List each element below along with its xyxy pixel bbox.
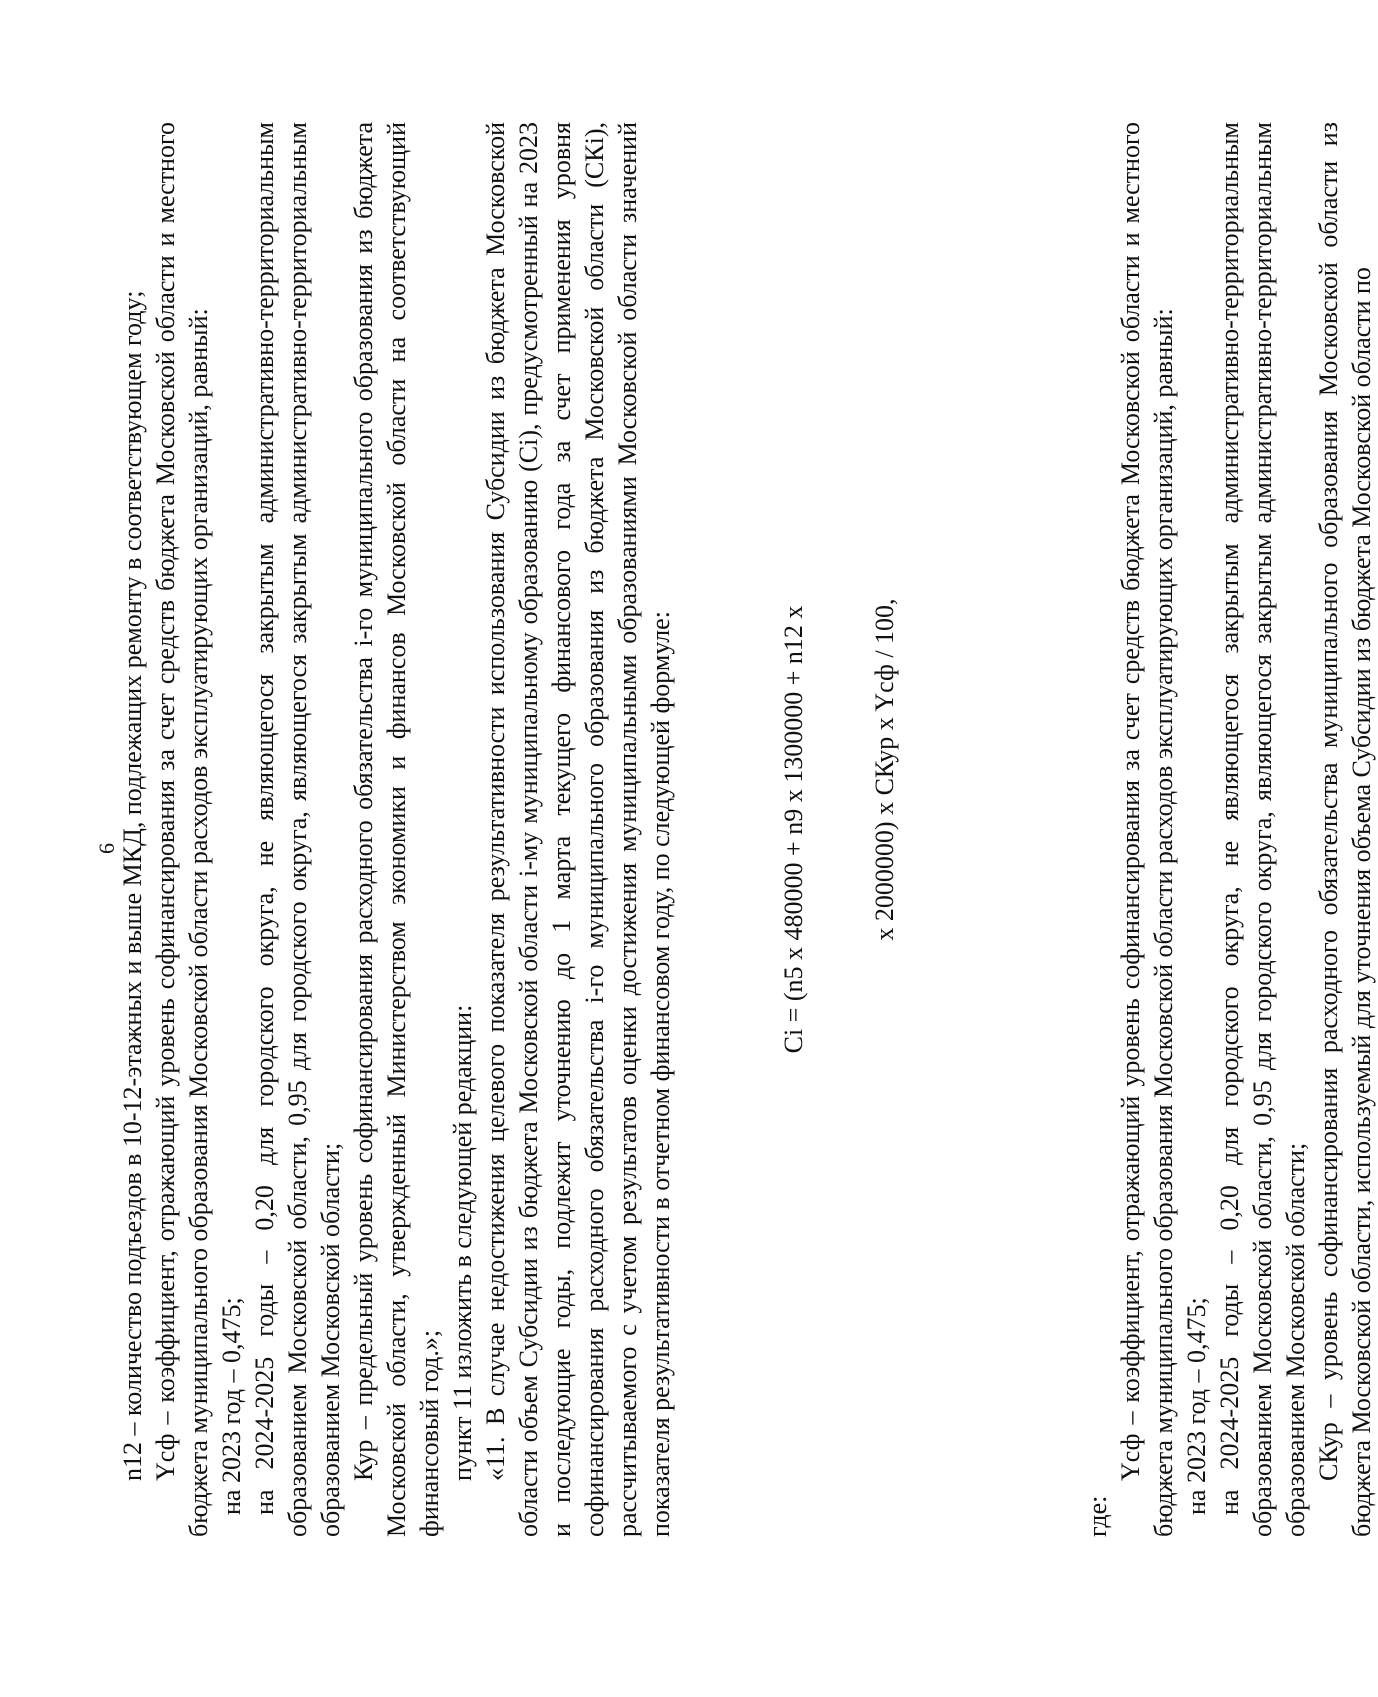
paragraph-kur-definition: Кур – предельный уровень софинансирования расходного обязательства i-го муниципального образования из бюджета Московской области, утвержденный Министерством экономики и финансов Московской области на соответствующий финансовый год.»; — [349, 122, 444, 1537]
paragraph-where: где: — [1083, 1495, 1112, 1537]
paragraph-n12-definition: n12 – количество подъездов в 10-12-этажных и выше МКД, подлежащих ремонту в соответствующем году; — [118, 290, 147, 1481]
document-body — [116, 122, 1378, 1537]
page-number: 6 — [94, 843, 119, 854]
paragraph-item-11-text: «11. В случае недостижения целевого показателя результативности использования Субсидии из бюджета Московской области объем Субсидии из бюджета Московской области i-му муниципальному образованию (Ci), предусмотренный на 2023 и последующие годы, подлежит уточнению до 1 марта текущего финансового года за счет применения уровня софинансирования расходного обязательства i-го муниципального образования из бюджета Московской области (СКi), рассчитываемого с учетом результатов оценки достижения муниципальными образованиями Московской области значений показателя результативности в отчетном финансовом году, по следующей формуле: — [481, 122, 675, 1537]
paragraph-2024-2025-rates: на 2024-2025 годы – 0,20 для городского округа, не являющегося закрытым административно-территориальным образованием Московской области, 0,95 для городского округа, являющегося закрытым административно-территориальным образованием Московской области; — [250, 122, 345, 1537]
formula-block — [777, 122, 901, 1537]
paragraph-ycf-definition-2: Yсф – коэффициент, отражающий уровень софинансирования за счет средств бюджета Московской области и местного бюджета муниципального образования Московской области расходов эксплуатирующих организаций, равный: — [1116, 122, 1178, 1537]
paragraph-ycf-definition: Yсф – коэффициент, отражающий уровень софинансирования за счет средств бюджета Московской области и местного бюджета муниципального образования Московской области расходов эксплуатирующих организаций, равный: — [151, 122, 213, 1537]
paragraph-item-11-intro: пункт 11 изложить в следующей редакции: — [448, 1004, 477, 1481]
paragraph-2023-rate: на 2023 год – 0,475; — [217, 1297, 246, 1515]
formula-line-1: Ci = (n5 x 480000 + n9 x 1300000 + n12 x — [779, 605, 808, 1054]
paragraph-2023-rate-2: на 2023 год – 0,475; — [1182, 1297, 1211, 1515]
paragraph-skur-definition: СКур – уровень софинансирования расходного обязательства муниципального образования Московской области из бюджета Московской области, используемый для уточнения объема Субсидии из бюджета Московской области по — [1314, 122, 1376, 1537]
spacer — [901, 122, 1081, 1537]
paragraph-2024-2025-rates-2: на 2024-2025 годы – 0,20 для городского округа, не являющегося закрытым административно-территориальным образованием Московской области, 0,95 для городского округа, являющегося закрытым административно-территориальным образованием Московской области; — [1215, 122, 1310, 1537]
formula-line-2: x 2000000) x СКур x Yсф / 100, — [870, 598, 899, 941]
